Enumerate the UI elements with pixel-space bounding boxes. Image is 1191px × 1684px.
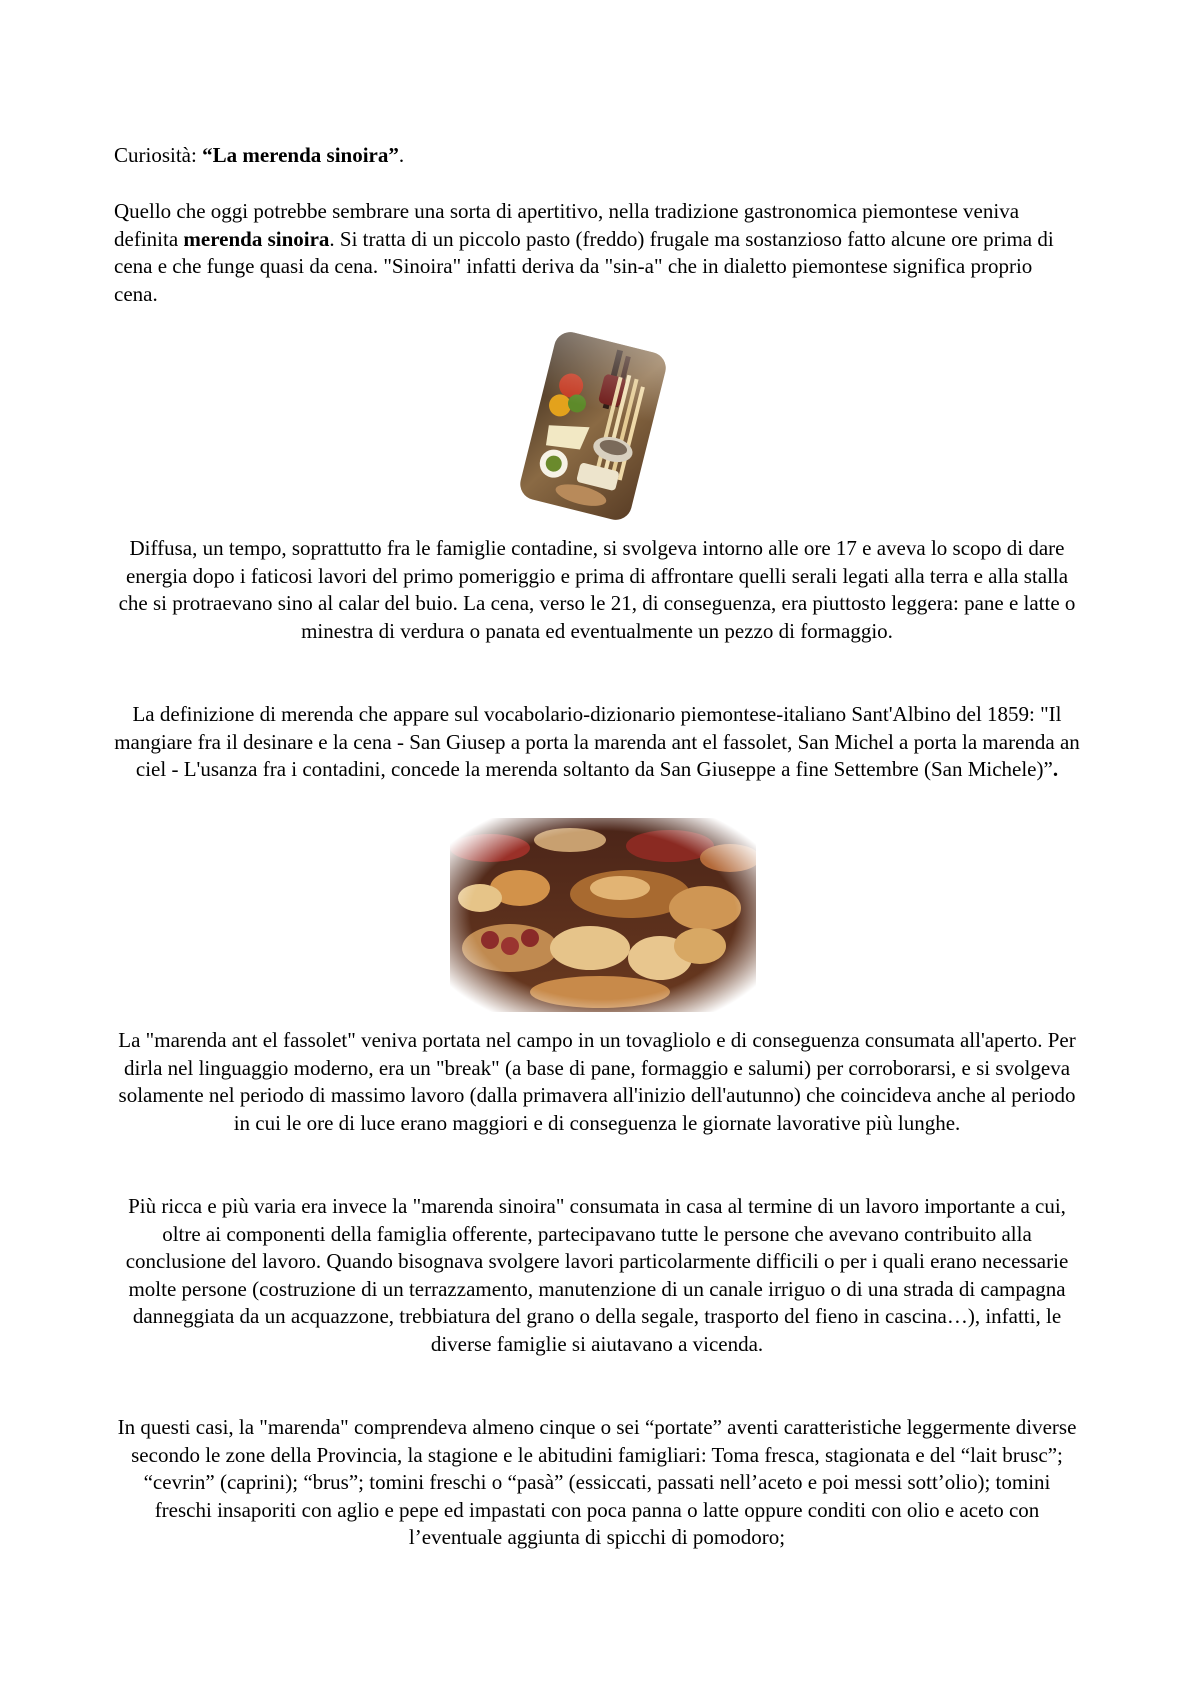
definizione-text: La definizione di merenda che appare sul vocabolario-dizionario piemontese-italiano Sant'Albino del 1859: "Il mangiare fra il desinare e la cena - San Giusep a porta la marenda ant el fassolet, San Michel a porta la marenda an ciel - L'usanza fra i contadini, concede la merenda soltanto da San Giuseppe a fine Settembre (San Michele)”: [114, 702, 1080, 782]
intro-paragraph: [114, 198, 1080, 308]
salumi-bread-photo: [450, 818, 756, 1012]
antipasti-photo-drawing: [506, 332, 680, 520]
title-bold: “La merenda sinoira”: [202, 143, 399, 167]
salumi-bread-photo-drawing: [450, 818, 756, 1012]
intro-bold-term: merenda sinoira: [183, 226, 330, 251]
paragraph-ricca: Più ricca e più varia era invece la "marenda sinoira" consumata in casa al termine di un lavoro importante a cui, oltre ai componenti della famiglia offerente, partecipavano tutte le persone che avevano contribuito alla conclusione del lavoro. Quando bisognava svolgere lavori particolarmente difficili o per i quali erano necessarie molte persone (costruzione di un terrazzamento, manutenzione di un canale irriguo o di una strada di campagna danneggiata da un acquazzone, trebbiatura del grano o della segale, trasporto del fieno in cascina…), infatti, le diverse famiglie si aiutavano a vicenda.: [125, 1194, 1069, 1356]
document-title: [114, 142, 1080, 170]
paragraph-fassolet: La "marenda ant el fassolet" veniva portata nel campo in un tovagliolo e di conseguenza consumata all'aperto. Per dirla nel linguaggio moderno, era un "break" (a base di pane, formaggio e salumi) per corroborarsi, e si svolgeva solamente nel periodo di massimo lavoro (dalla primavera all'inizio dell'autunno) che coincideva anche al periodo in cui le ore di luce erano maggiori e di conseguenza le giornate lavorative più lunghe.: [118, 1028, 1076, 1135]
antipasti-photo: [506, 332, 680, 520]
intro-part2: . Si tratta di un piccolo pasto (freddo) frugale ma sostanzioso fatto alcune ore prima di cena e che funge quasi da cena. "Sinoira" infatti deriva da "sin-a" che in dialetto piemontese significa proprio cena.: [114, 226, 1054, 306]
intro-part1: Quello che oggi potrebbe sembrare una sorta di apertitivo, nella tradizione gastronomica piemontese veniva definita: [114, 199, 1020, 251]
paragraph-casi: In questi casi, la "marenda" comprendeva almeno cinque o sei “portate” aventi caratteristiche leggermente diverse secondo le zone della Provincia, la stagione e le abitudini famigliari: Toma fresca, stagionata e del “lait brusc”; “cevrin” (caprini); “brus”; tomini freschi o “pasà” (essiccati, passati nell’aceto e poi messi sott’olio); tomini freschi insaporiti con aglio e pepe ed impastati con poca panna o latte oppure conditi con olio e aceto con l’eventuale aggiunta di spicchi di pomodoro;: [117, 1415, 1077, 1550]
title-prefix: Curiosità:: [114, 143, 203, 167]
definizione-end: .: [1052, 757, 1059, 782]
title-suffix: .: [398, 143, 405, 167]
paragraph-diffusa: Diffusa, un tempo, soprattutto fra le famiglie contadine, si svolgeva intorno alle ore 17 e aveva lo scopo di dare energia dopo i faticosi lavori del primo pomeriggio e prima di affrontare quelli serali legati alla terra e alla stalla che si protraevano sino al calar del buio. La cena, verso le 21, di conseguenza, era piuttosto leggera: pane e latte o minestra di verdura o panata ed eventualmente un pezzo di formaggio.: [118, 536, 1076, 643]
paragraph-definizione: [114, 701, 1080, 784]
